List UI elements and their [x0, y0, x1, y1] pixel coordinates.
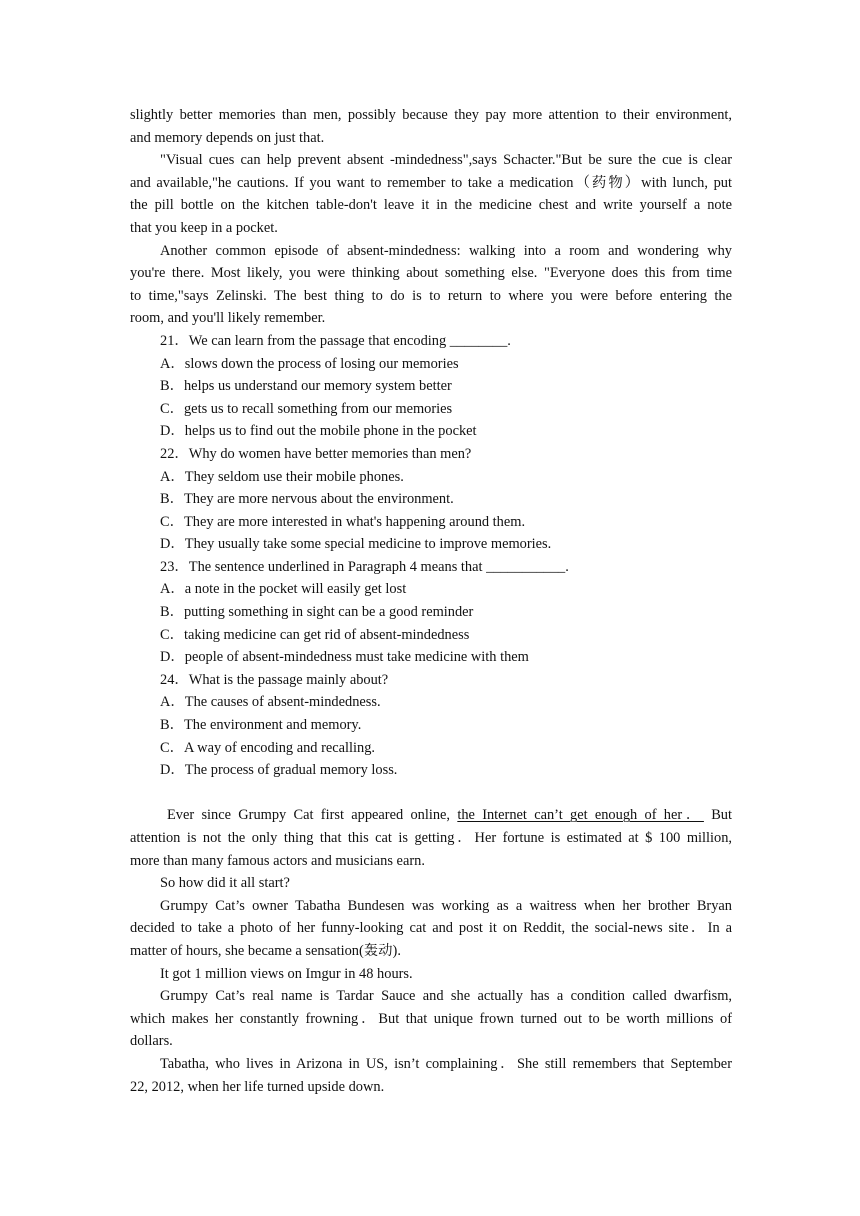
- text-line: matter of hours, she became a sensation(轰动).: [130, 942, 401, 959]
- answer-option: C．A way of encoding and recalling.: [160, 739, 376, 756]
- paragraph: [130, 804, 732, 872]
- text-line: and memory depends on just that.: [130, 129, 325, 146]
- answer-option: A．They seldom use their mobile phones.: [160, 468, 404, 485]
- answer-option: C．gets us to recall something from our memories: [160, 400, 453, 417]
- paragraph: [130, 963, 732, 986]
- answer-option: D．helps us to find out the mobile phone in the pocket: [160, 423, 477, 440]
- text-line: room, and you'll likely remember.: [130, 310, 326, 327]
- paragraph: [130, 872, 732, 895]
- question: [130, 443, 732, 556]
- text-line: [130, 804, 732, 827]
- text-line: decided to take a photo of her funny-looking cat and post it on Reddit, the social-news site．In a: [130, 920, 732, 937]
- answer-option: B．They are more nervous about the environment.: [160, 491, 454, 508]
- question-stem: 23．The sentence underlined in Paragraph 4 means that ___________.: [160, 558, 569, 575]
- answer-option: D．people of absent-mindedness must take medicine with them: [160, 649, 529, 666]
- text-line: "Visual cues can help prevent absent -mindedness",says Schacter."But be sure the cue is clear: [160, 152, 732, 169]
- question-list: [130, 330, 732, 782]
- question-stem: 21．We can learn from the passage that encoding ________.: [160, 332, 511, 349]
- answer-option: A．The causes of absent-mindedness.: [160, 694, 381, 711]
- text-line: dollars.: [130, 1033, 173, 1050]
- text-line: you're there. Most likely, you were thinking about something else. "Everyone does this from time: [130, 265, 732, 282]
- paragraph: [130, 985, 732, 1053]
- text-line: So how did it all start?: [160, 875, 290, 892]
- text-line: 22, 2012, when her life turned upside down.: [130, 1078, 385, 1095]
- underlined-sentence: the Internet can’t get enough of her．: [457, 807, 704, 824]
- text-line: Grumpy Cat’s real name is Tardar Sauce and she actually has a condition called dwarfism,: [160, 988, 732, 1005]
- document-page: [130, 104, 732, 1098]
- text-line: attention is not the only thing that this cat is getting．Her fortune is estimated at $ 100 million,: [130, 830, 732, 846]
- text-line: and available,"he cautions. If you want to remember to take a medication（药物）with lunch, put: [130, 174, 732, 191]
- paragraph: [130, 104, 732, 149]
- answer-option: B．The environment and memory.: [160, 717, 362, 734]
- answer-option: B．helps us understand our memory system better: [160, 378, 452, 395]
- paragraph: [130, 149, 732, 239]
- question: [130, 669, 732, 782]
- text-line: It got 1 million views on Imgur in 48 hours.: [160, 965, 413, 982]
- text-line: that you keep in a pocket.: [130, 219, 278, 236]
- question-stem: 22．Why do women have better memories than men?: [160, 445, 472, 462]
- paragraph: [130, 1053, 732, 1098]
- question-stem: 24．What is the passage mainly about?: [160, 671, 389, 688]
- blank-line: [130, 782, 732, 805]
- question: [130, 556, 732, 669]
- paragraph: [130, 240, 732, 330]
- text-line: the pill bottle on the kitchen table-don't leave it in the medicine chest and write yourself a note: [130, 197, 732, 214]
- answer-option: C．They are more interested in what's happening around them.: [160, 513, 526, 530]
- text-run: Ever since Grumpy Cat first appeared online,: [167, 807, 451, 824]
- text-line: Tabatha, who lives in Arizona in US, isn’t complaining．She still remembers that September: [160, 1055, 732, 1072]
- paragraph: [130, 895, 732, 963]
- text-line: Another common episode of absent-mindedness: walking into a room and wondering why: [160, 242, 732, 259]
- text-line: which makes her constantly frowning．But that unique frown turned out to be worth millions of: [130, 1010, 732, 1027]
- answer-option: A．a note in the pocket will easily get lost: [160, 581, 407, 598]
- text-line: slightly better memories than men, possibly because they pay more attention to their environment,: [130, 107, 732, 123]
- passage-memory: [130, 104, 732, 330]
- question: [130, 330, 732, 443]
- answer-option: B．putting something in sight can be a good reminder: [160, 604, 474, 621]
- passage-grumpy-cat: [130, 804, 732, 1098]
- answer-option: D．They usually take some special medicine to improve memories.: [160, 536, 552, 553]
- answer-option: A．slows down the process of losing our memories: [160, 355, 459, 372]
- text-run: But: [711, 807, 732, 824]
- answer-option: D．The process of gradual memory loss.: [160, 762, 398, 779]
- text-line: to time,"says Zelinski. The best thing to do is to return to where you were before entering the: [130, 287, 732, 304]
- text-line: more than many famous actors and musicians earn.: [130, 852, 425, 869]
- text-line: Grumpy Cat’s owner Tabatha Bundesen was working as a waitress when her brother Bryan: [160, 897, 732, 914]
- answer-option: C．taking medicine can get rid of absent-mindedness: [160, 626, 470, 643]
